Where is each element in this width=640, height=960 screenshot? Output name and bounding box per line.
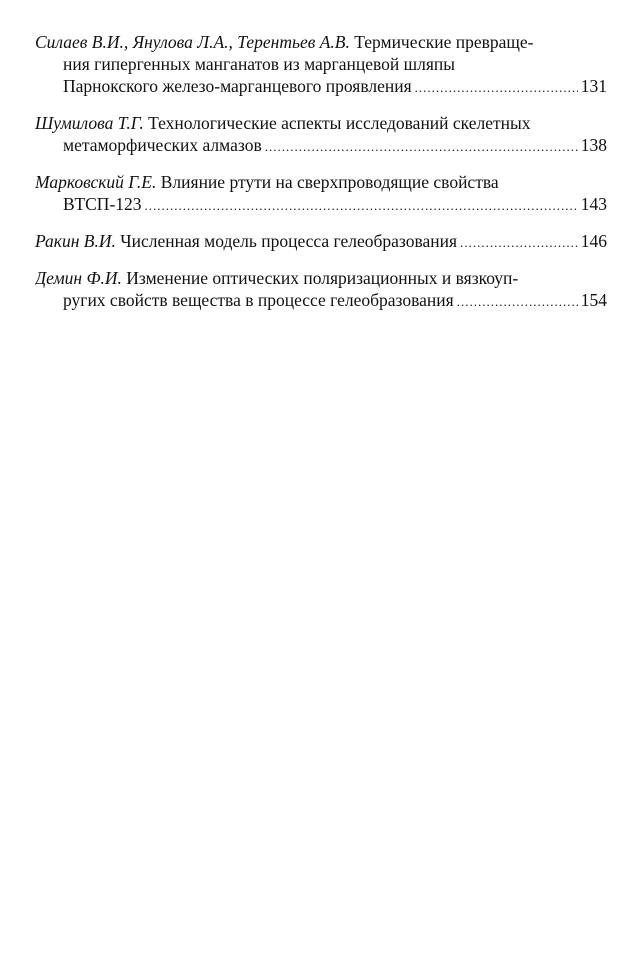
toc-entry-title-end: Парнокского железо-марганцевого проявления [63,76,412,96]
dot-leader [265,136,578,158]
table-of-contents [35,31,607,326]
toc-entry-title-end: ругих свойств вещества в процессе гелеобразования [63,290,454,310]
toc-entry-title-end [35,230,457,252]
toc-entry [35,112,607,158]
toc-entry-page-number: 131 [580,76,607,96]
toc-entry-title-end: ВТСП-123 [63,194,142,214]
toc-entry-title-end: метаморфических алмазов [63,135,262,155]
toc-entry-authors: Силаев В.И., Янулова Л.А., Терентьев А.В. [35,32,350,52]
dot-leader [457,291,578,313]
toc-entry-authors: Демин Ф.И. [35,268,122,288]
dot-leader [415,77,578,99]
toc-entry-first-line [35,112,607,134]
toc-entry-title: Влияние ртути на сверхпроводящие свойства [160,172,499,192]
toc-entry-authors: Шумилова Т.Г. [35,113,144,133]
toc-entry-last-line [35,193,607,217]
toc-entry-title: Изменение оптических поляризационных и вязкоуп- [126,268,519,288]
toc-entry-title: Термические превраще- [354,32,534,52]
dot-leader [145,195,578,217]
toc-entry-page-number: 154 [580,290,607,310]
toc-entry-page-number: 143 [580,194,607,214]
toc-entry-last-line [35,289,607,313]
toc-entry-page-number: 146 [580,231,607,251]
toc-entry [35,267,607,313]
toc-entry-page-number: 138 [580,135,607,155]
toc-entry-authors: Марковский Г.Е. [35,172,157,192]
toc-entry-title: Технологические аспекты исследований скелетных [148,113,531,133]
toc-entry-title: Численная модель процесса гелеобразования [120,231,458,251]
toc-entry-title-line: ния гипергенных манганатов из марганцевой шляпы [63,54,456,74]
toc-entry [35,171,607,217]
toc-entry-first-line [35,31,607,53]
dot-leader [460,232,578,254]
toc-entry [35,31,607,99]
toc-entry-first-line [35,267,607,289]
toc-entry-last-line [35,230,607,254]
toc-entry [35,230,607,254]
toc-entry-last-line [35,75,607,99]
toc-entry-first-line [35,171,607,193]
toc-entry-authors: Ракин В.И. [35,231,116,251]
toc-entry-last-line [35,134,607,158]
